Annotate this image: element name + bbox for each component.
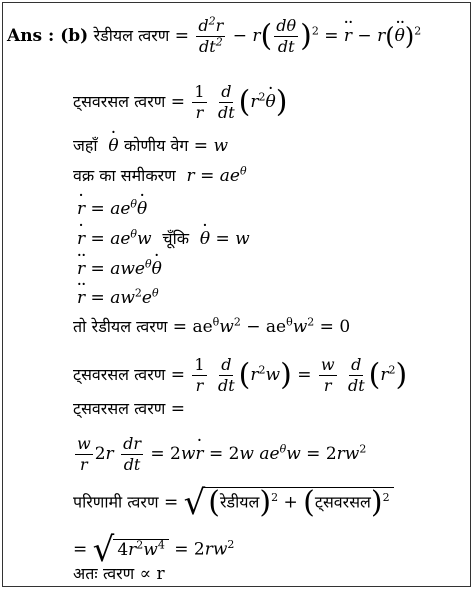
answer-box xyxy=(2,2,471,587)
fraction-dr-dt: $\frac{dr}{dt}$ xyxy=(123,434,141,474)
line-rddot-2: r ·· = $aw^2e^\theta$ xyxy=(77,288,159,308)
line-resultant: परिणामी त्वरण = √ (रेडीयल)$^2$ + (ट्सवरसल)$^2$ xyxy=(73,486,394,520)
transverse-word: ट्सवरसल xyxy=(314,492,371,512)
fraction-d2r-dt2: $\frac{d^2r}{dt^2}$ xyxy=(198,14,224,56)
fraction-d-dt: $\frac{d}{dt}$ xyxy=(217,82,235,122)
then-text: तो xyxy=(73,317,87,336)
fraction-d-dt-3: $\frac{d}{dt}$ xyxy=(347,355,365,395)
line-angular-velocity: जहाँ θ · कोणीय वेग = w xyxy=(73,136,228,156)
radial-acc-label: रेडीयल त्वरण xyxy=(93,26,170,45)
fraction-d-dt-2: $\frac{d}{dt}$ xyxy=(217,355,235,395)
transverse-acc-label-3: ट्सवरसल त्वरण xyxy=(73,399,166,418)
line-transverse-result: $\frac{w}{r}$ 2r $\frac{dr}{dt}$ = 2wr · = 2w $ae^\theta w = 2rw^2$ xyxy=(73,435,366,474)
line-curve-equation: वक्र का समीकरण $r = ae^\theta$ xyxy=(73,164,247,186)
therefore-text: अतः xyxy=(73,564,98,583)
curve-equation-label: वक्र का समीकरण xyxy=(73,166,176,185)
line-transverse-formula: ट्सवरसल त्वरण = $\frac{1}{r}$ $\frac{d}{dt}$ ($r^2\theta$ ·) xyxy=(73,83,287,122)
line-rddot-1: r ·· = awe$^\theta$θ · xyxy=(77,259,162,279)
fraction-dtheta-dt: $\frac{d\theta}{dt}$ xyxy=(276,16,297,56)
angular-velocity-label: कोणीय वेग xyxy=(123,136,189,155)
fraction-w-r: $\frac{w}{r}$ xyxy=(320,355,335,395)
resultant-acc-label: परिणामी त्वरण xyxy=(73,492,159,512)
proportional-r: ∝ r xyxy=(139,564,165,584)
since-text: चूँकि xyxy=(162,229,189,248)
sqrt-resultant: (रेडीयल)$^2$ + (ट्सवरसल)$^2$ xyxy=(204,487,393,518)
line-rdot-2: r · = $ae^\theta w$ चूँकि θ · = w xyxy=(77,229,250,249)
transverse-acc-label: ट्सवरसल त्वरण xyxy=(73,92,166,111)
fraction-1-r-2: $\frac{1}{r}$ xyxy=(194,355,205,395)
line-radial-formula: Ans : (b) रेडीयल त्वरण = $\frac{d^2r}{dt^2}$ − r( $\frac{d\theta}{dt}$ )$^2$ = r ·· − $r(\theta \cdot\cdot)^2$ xyxy=(7,17,421,56)
line-radial-zero: तो रेडीयल त्वरण = $ae^\theta w^2 - ae^\theta w^2 = 0$ xyxy=(73,315,351,337)
radial-acc-label-2: रेडीयल त्वरण xyxy=(91,317,168,336)
fraction-w-r-2: $\frac{w}{r}$ xyxy=(77,434,91,474)
sqrt-4r2w4: $4r^2w^4$ xyxy=(113,539,169,560)
answer-label: Ans : (b) xyxy=(7,26,89,46)
acceleration-word: त्वरण xyxy=(102,564,135,583)
line-sqrt-result: = √ $4r^2w^4 = 2rw^2$ xyxy=(73,530,235,570)
line-conclusion xyxy=(73,564,165,584)
line-transverse-label-3: ट्सवरसल त्वरण = xyxy=(73,399,185,419)
fraction-1-r: $\frac{1}{r}$ xyxy=(194,82,205,122)
line-transverse-calc: ट्सवरसल त्वरण = $\frac{1}{r}$ $\frac{d}{dt}$ $(r^2w)$ = $\frac{w}{r}$ $\frac{d}{dt}$ $(r^2)$ xyxy=(73,355,408,395)
where-text: जहाँ xyxy=(73,136,98,155)
transverse-acc-label-2: ट्सवरसल त्वरण xyxy=(73,365,166,384)
radial-word: रेडीयल xyxy=(220,492,260,512)
line-rdot-1: r · = $ae^\theta\theta$ · xyxy=(77,199,147,219)
